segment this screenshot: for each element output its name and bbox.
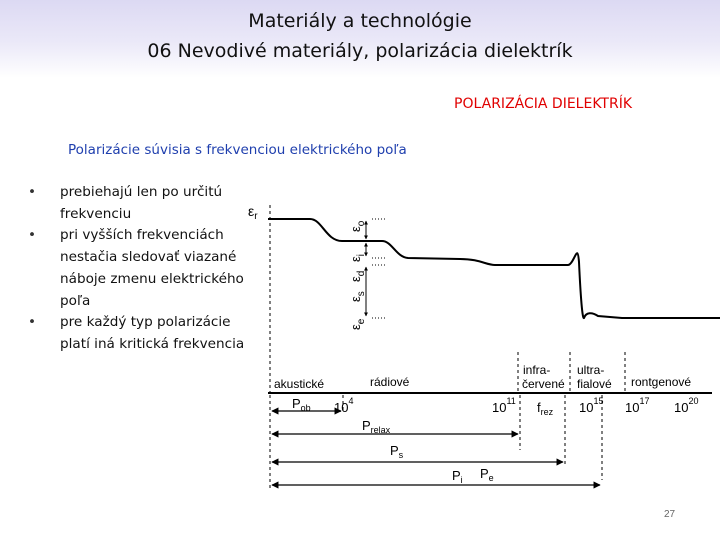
- frequency-tick-label: $10^4$: [334, 396, 354, 415]
- epsilon-r-label: $\varepsilon_r$: [248, 203, 258, 222]
- epsilon-o-label: $\varepsilon_o$: [348, 220, 367, 232]
- band-label: ultra-: [577, 363, 605, 377]
- frequency-tick-label: $10^{17}$: [625, 396, 650, 415]
- permittivity-curve: [268, 219, 720, 318]
- slide-subtitle: 06 Nevodivé materiály, polarizácia dielektrík: [147, 40, 573, 62]
- p-i-label: $P_i$: [452, 468, 463, 485]
- critical-frequency-lines: [270, 205, 625, 490]
- band-label: fialové: [577, 377, 612, 391]
- epsilon-i-label: $\varepsilon_i$: [348, 253, 367, 262]
- epsilon-s-label: $\varepsilon_s$: [348, 291, 367, 302]
- frequency-tick-label: $10^{11}$: [492, 396, 516, 415]
- frequency-tick-label: $10^{20}$: [674, 396, 699, 415]
- bullet-item: • pre každý typ polarizácie platí iná kritická frekvencia: [28, 314, 245, 352]
- p-s-label: $P_s$: [390, 443, 404, 460]
- bullet-item: • prebiehajú len po určitú frekvenciu: [28, 184, 223, 222]
- frequency-tick-label: $10^{15}$: [579, 396, 604, 415]
- band-label: infra-: [523, 363, 551, 377]
- band-label: akustické: [274, 377, 325, 391]
- p-e-label: $P_e$: [480, 466, 494, 483]
- slide-title: Materiály a technológie: [248, 10, 472, 32]
- epsilon-e-label: $\varepsilon_e$: [348, 318, 367, 330]
- epsilon-d-label: $\varepsilon_d$: [348, 270, 367, 282]
- band-label: rontgenové: [631, 375, 692, 389]
- bullet-icon: •: [28, 184, 37, 200]
- section-title: POLARIZÁCIA DIELEKTRÍK: [454, 96, 632, 112]
- bullet-icon: •: [28, 227, 37, 244]
- intro-text: Polarizácie súvisia s frekvenciou elektrického poľa: [68, 142, 407, 158]
- p-ob-label: $P_{ob}$: [292, 396, 311, 413]
- p-relax-label: $P_{relax}$: [362, 418, 391, 435]
- page-number: 27: [664, 509, 676, 520]
- f-rez-label: $f_{rez}$: [537, 400, 554, 417]
- level-lines: [372, 219, 385, 318]
- band-label: červené: [522, 377, 565, 391]
- band-label: rádiové: [370, 375, 410, 389]
- bullet-icon: •: [28, 314, 37, 331]
- bullet-item: • pri vyšších frekvenciách nestačia sledovať viazané náboje zmenu elektrického poľa: [28, 227, 244, 309]
